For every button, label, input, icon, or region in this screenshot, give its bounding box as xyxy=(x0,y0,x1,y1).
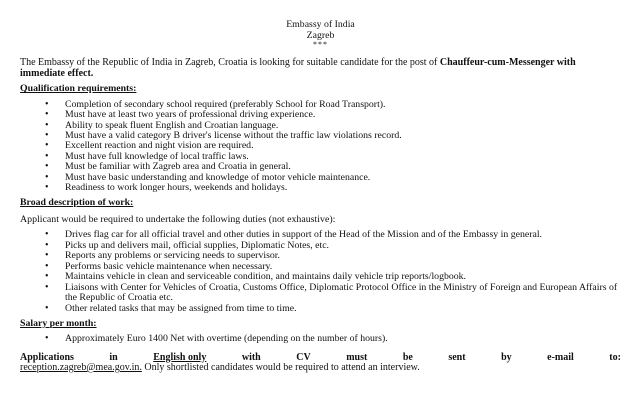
list-item: • Drives flag car for all official travel and other duties in support of the Head of the Mission and of the Embassy in general. xyxy=(65,230,621,240)
footer-word: to: xyxy=(609,351,621,363)
footer-word: in xyxy=(109,351,118,363)
salary-list xyxy=(20,334,621,344)
work-heading: Broad description of work: xyxy=(20,197,134,209)
list-item: • Other related tasks that may be assigned from time to time. xyxy=(65,304,621,314)
list-item: • Must have a valid category B driver's license without the traffic law violations record. xyxy=(65,131,621,141)
intro-text: The Embassy of the Republic of India in Zagreb, Croatia is looking for suitable candidate for the post of xyxy=(20,57,440,69)
footer-word: with xyxy=(241,351,261,363)
footer-word: sent xyxy=(448,351,466,363)
embassy-title: Embassy of India xyxy=(286,19,355,30)
salary-heading: Salary per month: xyxy=(20,317,97,329)
list-item: • Completion of secondary school required (preferably School for Road Transport). xyxy=(65,100,621,110)
list-item: • Must have basic understanding and knowledge of motor vehicle maintenance. xyxy=(65,173,621,183)
work-list xyxy=(20,230,621,314)
list-item: • Must have at least two years of professional driving experience. xyxy=(65,110,621,120)
footer-word: must xyxy=(346,351,368,363)
list-item: • Ability to speak fluent English and Croatian language. xyxy=(65,121,621,131)
list-item: • Liaisons with Center for Vehicles of Croatia, Customs Office, Diplomatic Protocol Office in the Ministry of Foreign and European Affairs of the Republic of Croatia etc. xyxy=(65,283,621,303)
title-ornament: *** xyxy=(313,40,328,50)
qualification-heading: Qualification requirements: xyxy=(20,83,137,95)
footer-word: English only xyxy=(153,351,207,363)
application-instructions xyxy=(20,353,621,374)
list-item: • Must be familiar with Zagreb area and Croatia in general. xyxy=(65,162,621,172)
work-lead: Applicant would be required to undertake the following duties (not exhaustive): xyxy=(20,213,336,225)
list-item: • Approximately Euro 1400 Net with overtime (depending on the number of hours). xyxy=(65,334,621,344)
qualification-list xyxy=(20,100,621,193)
intro-role: Chauffeur-cum-Messenger with immediate effect. xyxy=(20,57,576,79)
footer-word: CV xyxy=(296,351,311,363)
list-item: • Maintains vehicle in clean and serviceable condition, and maintains daily vehicle trip reports/logbook. xyxy=(65,272,621,282)
list-item: • Excellent reaction and night vision are required. xyxy=(65,141,621,151)
footer-word: by xyxy=(501,351,512,363)
list-item: • Reports any problems or servicing needs to supervisor. xyxy=(65,251,621,261)
list-item: • Readiness to work longer hours, weekends and holidays. xyxy=(65,183,621,193)
footer-word: Applications xyxy=(20,351,74,363)
application-rest: Only shortlisted candidates would be required to attend an interview. xyxy=(141,361,420,373)
list-item: • Must have full knowledge of local traffic laws. xyxy=(65,152,621,162)
application-detail xyxy=(20,363,621,373)
intro-paragraph xyxy=(20,58,621,79)
footer-word: be xyxy=(402,351,413,363)
email-link[interactable]: reception.zagreb@mea.gov.in. xyxy=(20,361,142,373)
list-item: • Performs basic vehicle maintenance when necessary. xyxy=(65,262,621,272)
list-item: • Picks up and delivers mail, official supplies, Diplomatic Notes, etc. xyxy=(65,241,621,251)
footer-word: e-mail xyxy=(547,351,574,363)
embassy-city: Zagreb xyxy=(306,29,335,41)
